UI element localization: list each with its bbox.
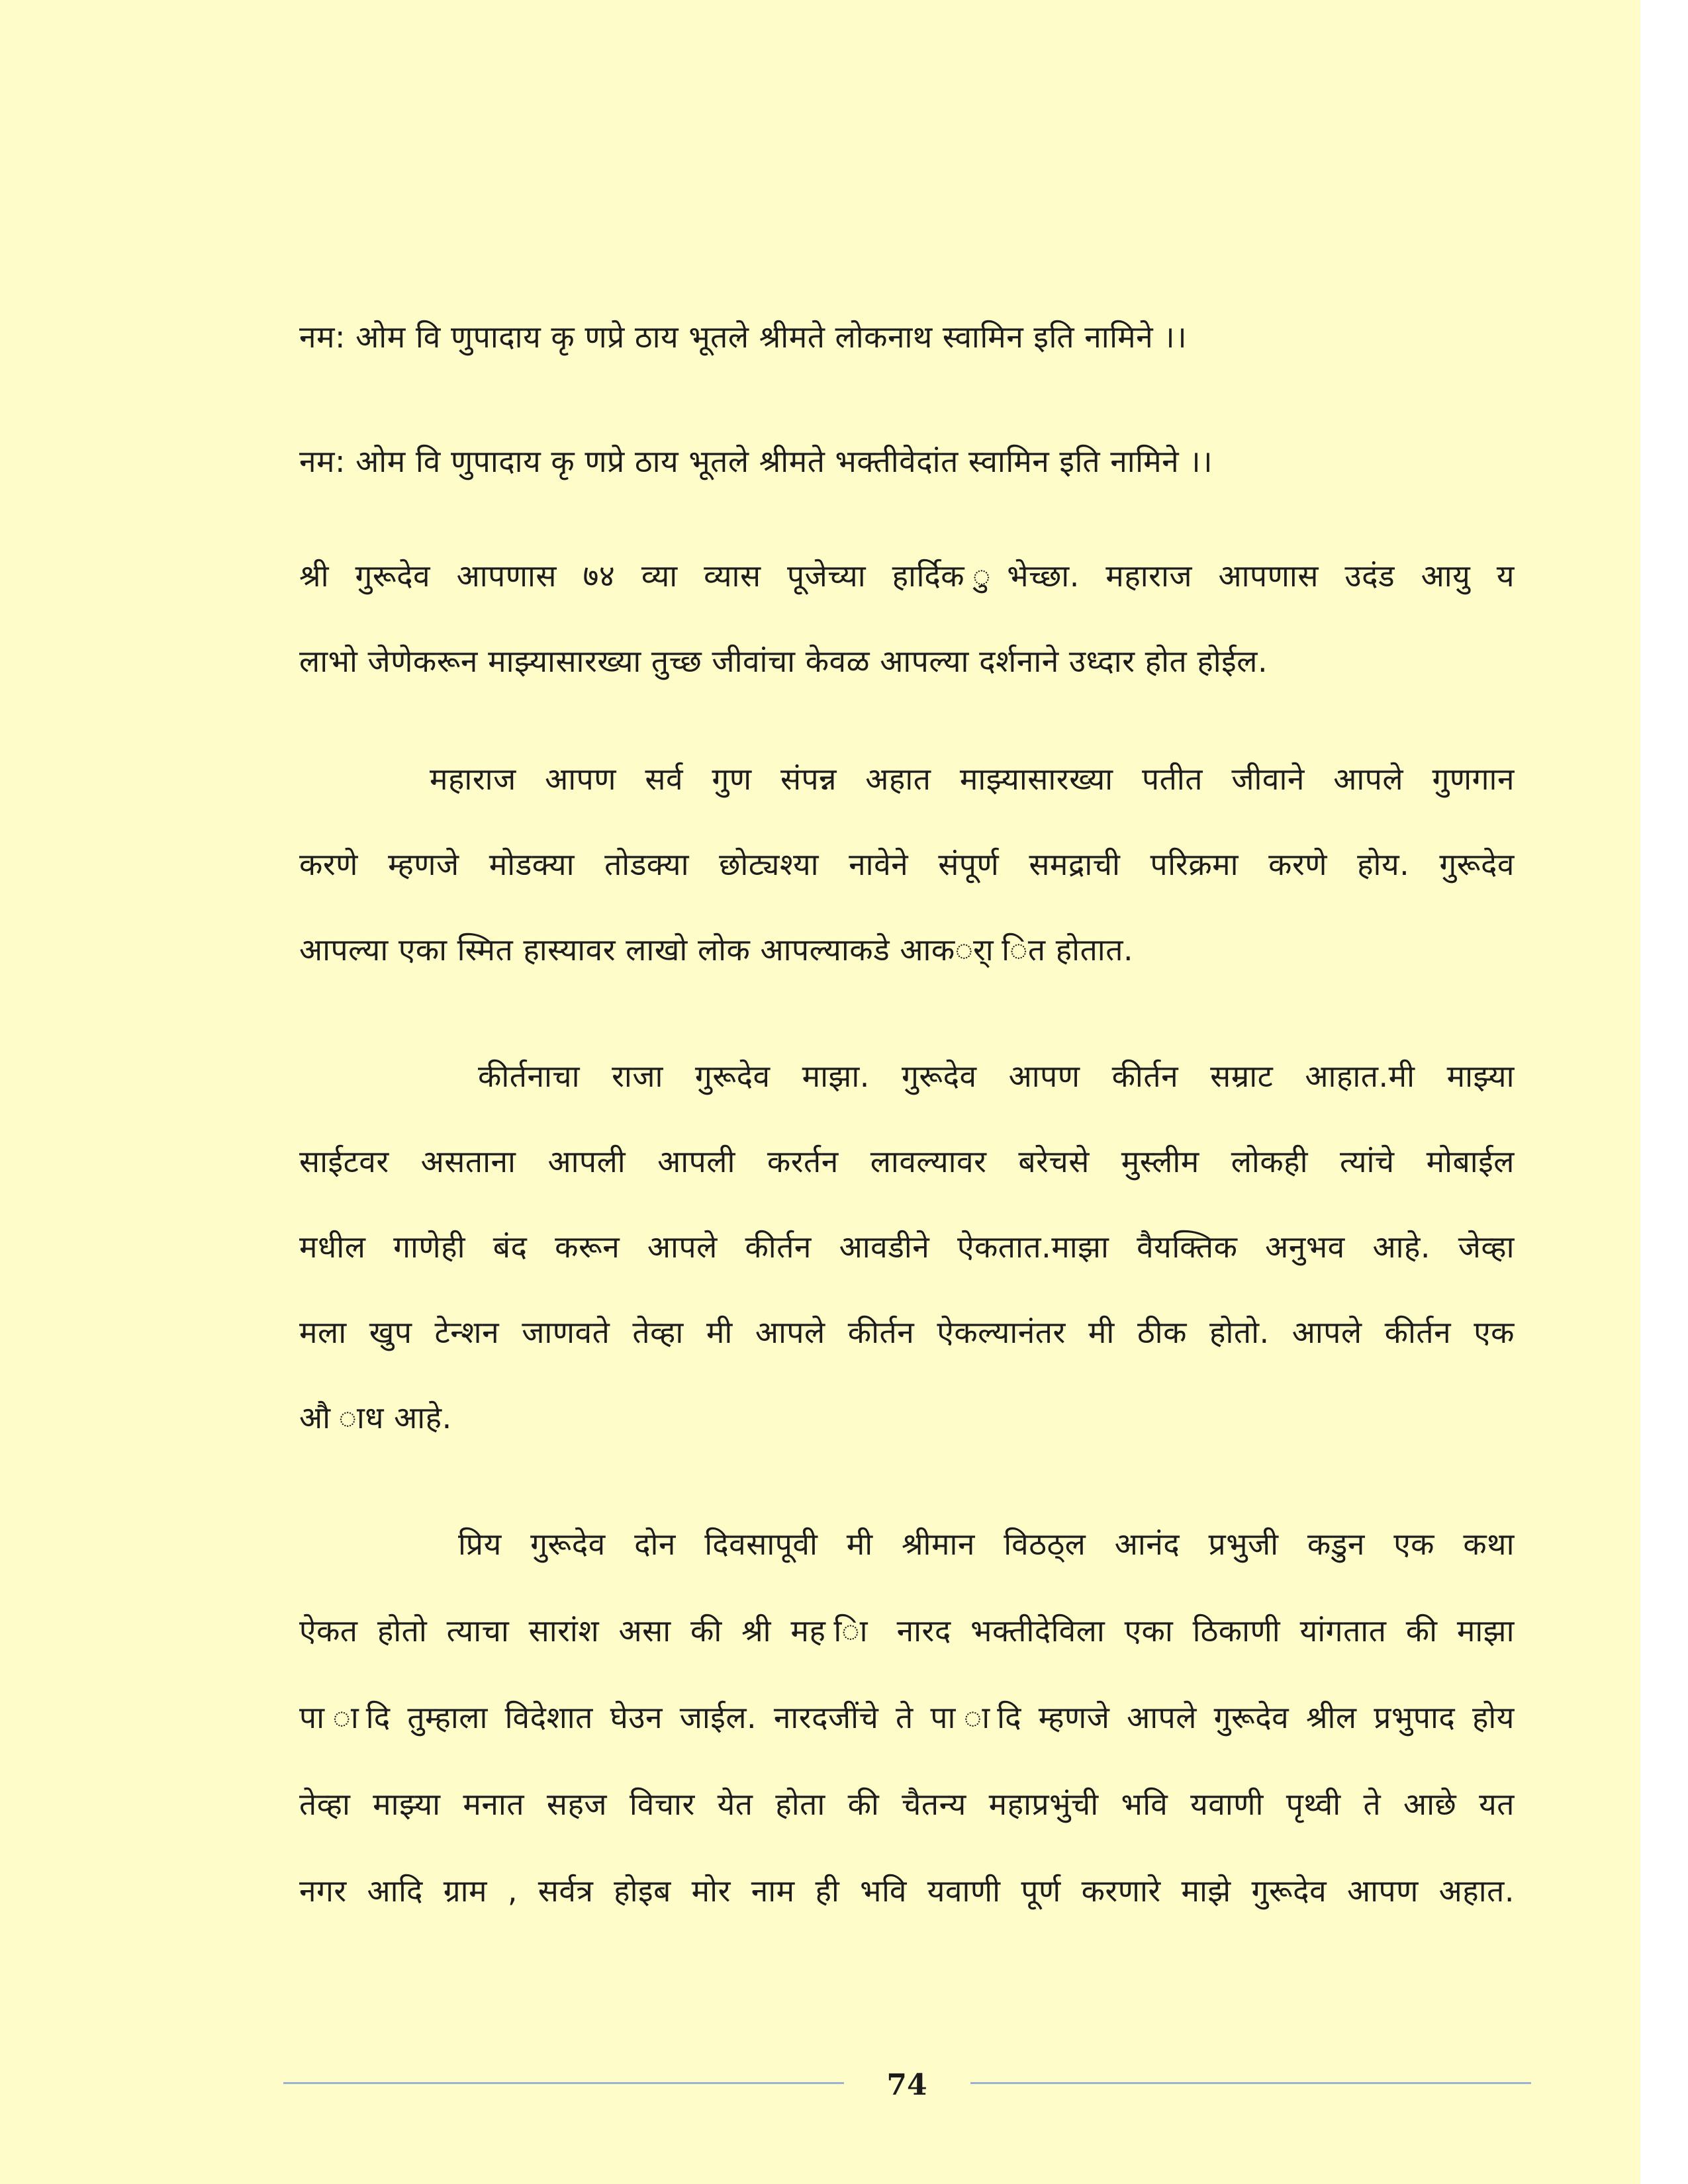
text-line: कीर्तनाचा राजा गुरूदेव माझा. गुरूदेव आपण कीर्तन सम्राट आहात.मी माझ्या	[478, 1058, 1515, 1094]
text-line: लाभो जेणेकरून माझ्यासारख्या तुच्छ जीवांचा केवळ आपल्या दर्शनाने उध्दार होत होईल.	[299, 643, 1268, 679]
text-line: नम: ओम वि णुपादाय कृ णप्रे ठाय भूतले श्रीमते भक्तीवेदांत स्वामिन इति नामिने ।।	[299, 443, 1213, 479]
text-line: औ ाध आहे.	[299, 1400, 452, 1435]
text-line: महाराज आपण सर्व गुण संपन्न अहात माझ्यासारख्या पतीत जीवाने आपले गुणगान	[430, 761, 1515, 797]
text-line: मला खुप टेन्शन जाणवते तेव्हा मी आपले कीर्तन ऐकल्यानंतर मी ठीक होतो. आपले कीर्तन एक	[299, 1314, 1515, 1350]
text-line: साईटवर असताना आपली आपली करर्तन लावल्यावर बरेचसे मुस्लीम लोकही त्यांचे मोबाईल	[299, 1144, 1515, 1179]
page-number: 74	[886, 2068, 927, 2102]
text-line: नगर आदि ग्राम , सर्वत्र होइब मोर नाम ही भवि यवाणी पूर्ण करणारे माझे गुरूदेव आपण अहात.	[299, 1873, 1515, 1909]
footer-rule-right	[970, 2082, 1531, 2084]
text-line: ऐकत होतो त्याचा सारांश असा की श्री मह ाि नारद भक्तीदेविला एका ठिकाणी यांगतात की माझा	[299, 1613, 1515, 1649]
text-line: नम: ओम वि णुपादाय कृ णप्रे ठाय भूतले श्रीमते लोकनाथ स्वामिन इति नामिने ।।	[299, 319, 1188, 355]
text-line: करणे म्हणजे मोडक्या तोडक्या छोट्यश्या नावेने संपूर्ण समद्राची परिक्रमा करणे होय. गुरूदेव	[299, 846, 1515, 882]
footer-rule-left	[283, 2082, 844, 2084]
text-line: आपल्या एका स्मित हास्यावर लाखो लोक आपल्याकडे आकर्ा ित होतात.	[299, 932, 1134, 968]
text-line: श्री गुरूदेव आपणास ७४ व्या व्यास पूजेच्या हार्दिक ुभेच्छा. महाराज आपणास उदंड आयु य	[299, 558, 1515, 594]
text-line: तेव्हा माझ्या मनात सहज विचार येत होता की चैतन्य महाप्रभुंची भवि यवाणी पृथ्वी ते आछे यत	[299, 1786, 1515, 1822]
text-line: मधील गाणेही बंद करून आपले कीर्तन आवडीने ऐकतात.माझा वैयक्तिक अनुभव आहे. जेव्हा	[299, 1229, 1515, 1265]
page-edge	[1640, 0, 1688, 2184]
text-line: प्रिय गुरूदेव दोन दिवसापूवी मी श्रीमान विठठ्ल आनंद प्रभुजी कडुन एक कथा	[458, 1526, 1515, 1562]
text-line: पा ादि तुम्हाला विदेशात घेउन जाईल. नारदजींचे ते पा ादि म्हणजे आपले गुरूदेव श्रील प्रभुपाद होय	[299, 1700, 1515, 1735]
